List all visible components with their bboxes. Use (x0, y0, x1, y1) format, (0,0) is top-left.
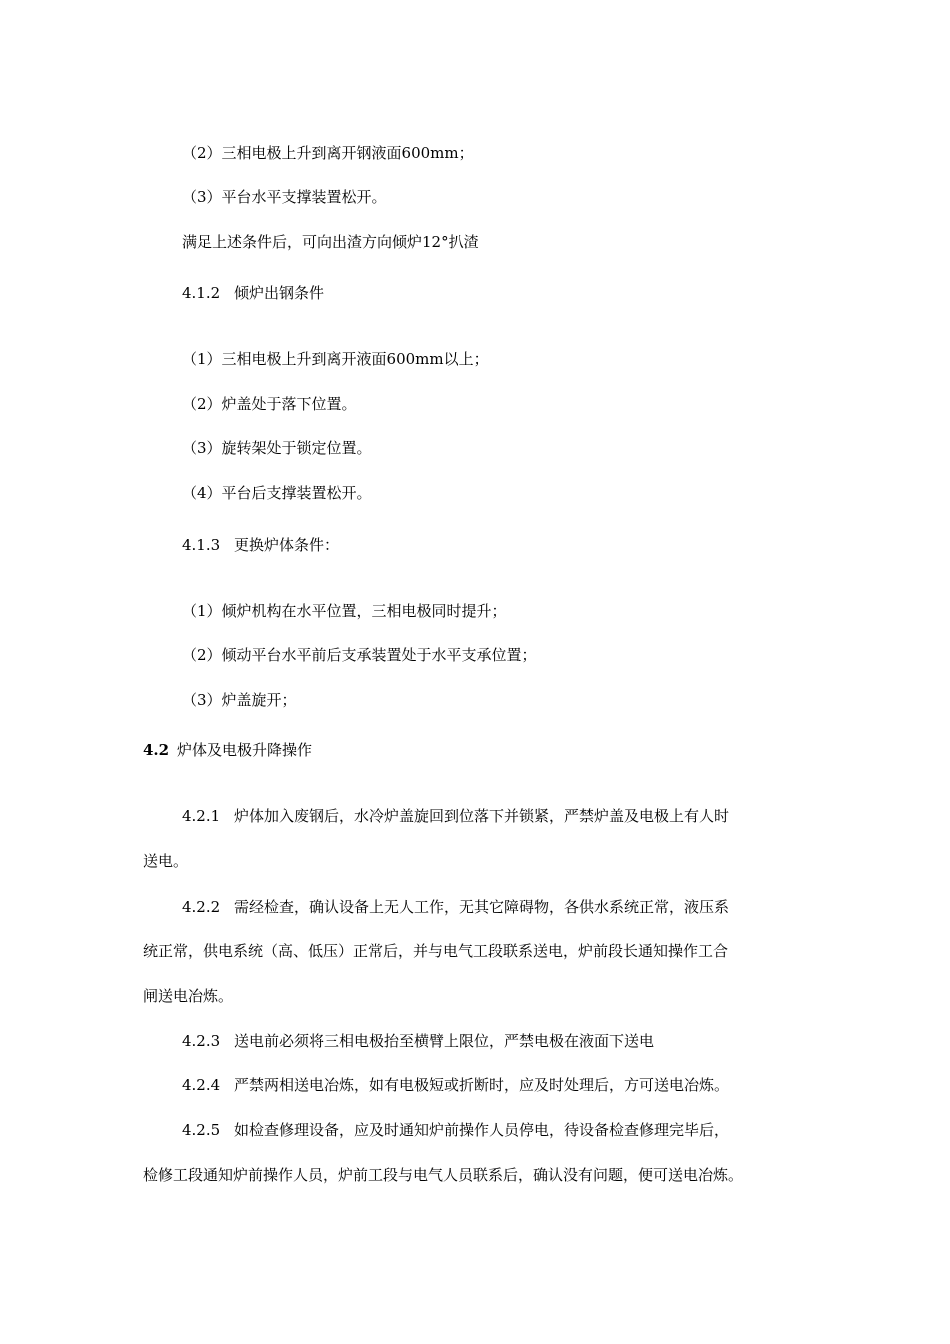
list-item: （2）三相电极上升到离开钢液面600mm； (182, 144, 474, 162)
paragraph-number: 4.2.5 (182, 1121, 221, 1139)
subsection-title: 倾炉出钢条件 (234, 284, 325, 302)
list-item: （2）炉盖处于落下位置。 (182, 395, 357, 413)
paragraph-text: 如检查修理设备，应及时通知炉前操作人员停电，待设备检查修理完毕后， (234, 1121, 730, 1139)
paragraph-first-line (182, 1031, 654, 1051)
subsection-number: 4.1.3 (182, 536, 221, 554)
section-heading-4-2 (143, 740, 312, 760)
subsection-number: 4.1.2 (182, 284, 221, 302)
section-title: 炉体及电极升降操作 (177, 741, 313, 759)
paragraph-text: 送电。 (143, 852, 189, 870)
paragraph-text: 满足上述条件后，可向出渣方向倾炉12°扒渣 (182, 233, 479, 251)
paragraph-text: 炉体加入废钢后，水冷炉盖旋回到位落下并锁紧，严禁炉盖及电极上有人时 (234, 807, 730, 825)
paragraph-text: 统正常，供电系统（高、低压）正常后，并与电气工段联系送电，炉前段长通知操作工合 (143, 942, 729, 960)
list-item: （1）倾炉机构在水平位置，三相电极同时提升； (182, 602, 507, 620)
paragraph-text: 严禁两相送电冶炼，如有电极短或折断时，应及时处理后，方可送电冶炼。 (234, 1076, 730, 1094)
subsection-heading-4-1-2 (182, 283, 324, 303)
paragraph-number: 4.2.2 (182, 898, 221, 916)
list-item: （3）平台水平支撑装置松开。 (182, 188, 387, 206)
paragraph-text: 送电前必须将三相电极抬至横臂上限位，严禁电极在液面下送电 (234, 1032, 655, 1050)
paragraph-first-line (182, 1120, 729, 1140)
paragraph-first-line (182, 1075, 729, 1095)
subsection-heading-4-1-3 (182, 535, 339, 555)
paragraph-number: 4.2.4 (182, 1076, 221, 1094)
paragraph-number: 4.2.3 (182, 1032, 221, 1050)
paragraph-text: 需经检查，确认设备上无人工作，无其它障碍物，各供水系统正常，液压系 (234, 898, 730, 916)
list-item: （1）三相电极上升到离开液面600mm以上； (182, 350, 489, 368)
list-item: （3）旋转架处于锁定位置。 (182, 439, 372, 457)
paragraph-first-line (182, 897, 729, 917)
paragraph-number: 4.2.1 (182, 807, 221, 825)
list-item: （4）平台后支撑装置松开。 (182, 484, 372, 502)
section-number: 4.2 (143, 741, 170, 759)
paragraph-text: 闸送电冶炼。 (143, 987, 234, 1005)
paragraph-text: 检修工段通知炉前操作人员，炉前工段与电气人员联系后，确认没有问题，便可送电冶炼。 (143, 1166, 744, 1184)
subsection-title: 更换炉体条件： (234, 536, 340, 554)
list-item: （3）炉盖旋开； (182, 691, 297, 709)
list-item: （2）倾动平台水平前后支承装置处于水平支承位置； (182, 646, 537, 664)
paragraph-first-line (182, 806, 729, 826)
